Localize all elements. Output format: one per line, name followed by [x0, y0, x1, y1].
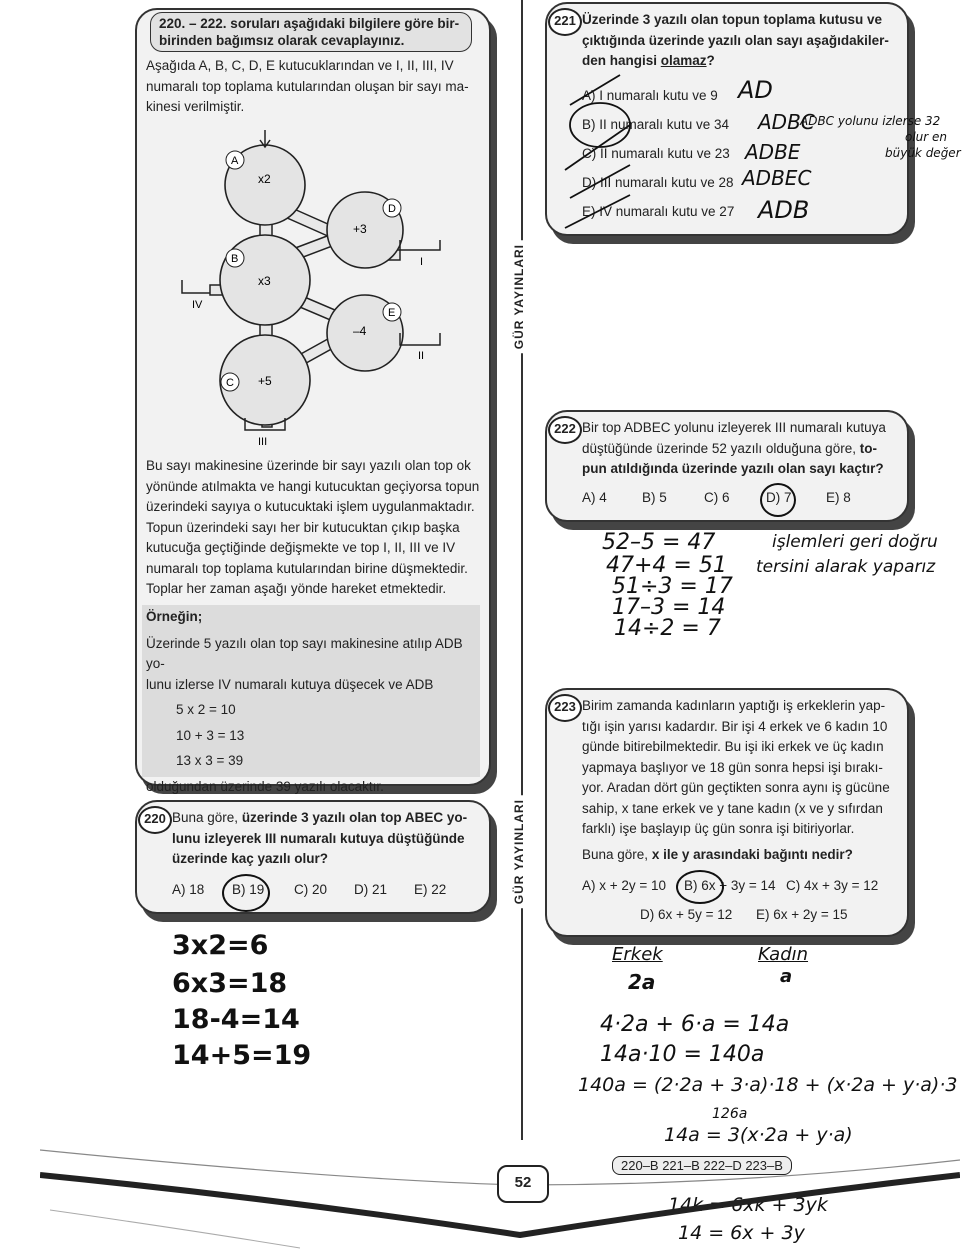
- q223-option-c[interactable]: C) 4x + 3y = 12: [786, 878, 879, 893]
- page-number-badge: [497, 1165, 549, 1203]
- para1-line: Aşağıda A, B, C, D, E kutucuklarından ve I, II, III, IV: [146, 58, 454, 73]
- q221-option-c[interactable]: C) II numaralı kutu ve 23: [582, 146, 730, 161]
- example-conclusion: olduğundan üzerinde 39 yazılı olacaktır.: [146, 778, 384, 794]
- hw-q223-erkek: Erkek: [612, 944, 663, 965]
- q223-stem-line: Birim zamanda kadınların yaptığı iş erkeklerin yap-: [582, 698, 886, 713]
- hw-q223-line7: 14 = 6x + 3y: [678, 1222, 805, 1244]
- example-calc: 5 x 2 = 10: [176, 702, 236, 717]
- q223-stem-line: yor. Aradan dört gün geçtikten sonra aynı iş gücüne: [582, 780, 890, 795]
- hw-q223-line6: 14k = 6xk + 3yk: [668, 1194, 828, 1216]
- hw-q222-line1: 52–5 = 47: [602, 530, 716, 555]
- q223-option-b[interactable]: B) 6x + 3y = 14: [684, 878, 776, 893]
- hw-q223-line3: 140a = (2·2a + 3·a)·18 + (x·2a + y·a)·3: [578, 1074, 958, 1096]
- q223-number: 223: [548, 694, 582, 722]
- q220-stem: [172, 808, 482, 870]
- q222-stem-line1: Bir top ADBEC yolunu izleyerek III numaralı kutuya: [582, 420, 886, 435]
- collector-i: I: [420, 256, 424, 268]
- q220-number: 220: [138, 806, 172, 834]
- q222-option-c[interactable]: C) 6: [704, 490, 730, 505]
- hw-q220-line4: 14+5=19: [172, 1040, 312, 1071]
- hw-q223-line5: 14a = 3(x·2a + y·a): [664, 1124, 853, 1146]
- q223-option-a[interactable]: A) x + 2y = 10: [582, 878, 667, 893]
- q223-stem: [582, 696, 902, 865]
- svg-text:B: B: [231, 253, 239, 265]
- example-title: Örneğin;: [146, 609, 203, 624]
- q220-option-c[interactable]: C) 20: [294, 882, 328, 897]
- op-c: +5: [258, 374, 272, 388]
- number-machine-diagram: [170, 125, 460, 455]
- para2-line: numaralı top toplama kutularından birine düşmektedir.: [146, 560, 468, 576]
- hw-q223-line2: 14a·10 = 140a: [600, 1042, 765, 1067]
- hw-q221-b: ADBC: [758, 110, 815, 134]
- q222-stem-bold: to-: [859, 440, 877, 456]
- para2-line: yönünde atılmakta ve hangi kutucuktan geçiyorsa topun: [146, 478, 480, 494]
- q220-stem-line3: üzerinde kaç yazılı olur?: [172, 851, 329, 866]
- column-divider: [521, 0, 523, 1140]
- q220-option-a[interactable]: A) 18: [172, 882, 205, 897]
- example-content: [146, 607, 481, 797]
- q221-stem-line1: Üzerinde 3 yazılı olan topun toplama kutusu ve: [582, 12, 883, 27]
- page-number: 52: [514, 1174, 532, 1191]
- q221-strike-marks: [560, 70, 680, 230]
- q222-option-d[interactable]: D) 7: [766, 490, 792, 505]
- hw-q223-kadin: Kadın: [758, 944, 809, 965]
- hw-q220-line2: 6x3=18: [172, 968, 288, 999]
- op-e: –4: [353, 324, 367, 338]
- label-c: [221, 373, 239, 391]
- q223-question-bold: x ile y arasındaki bağıntı nedir?: [651, 846, 853, 862]
- q223-stem-line: günde bitirebilmektedir. Bu işi iki erkek ve üç kadın: [582, 739, 884, 754]
- example-line: lunu izlerse IV numaralı kutuya düşecek ve ADB: [146, 676, 434, 692]
- hw-q222-note2: tersini alarak yaparız: [756, 557, 936, 577]
- svg-text:A: A: [231, 155, 239, 167]
- q221-option-b[interactable]: B) II numaralı kutu ve 34: [582, 117, 730, 132]
- q222-stem-line3: pun atıldığında üzerinde yazılı olan sayı kaçtır?: [582, 461, 884, 476]
- hw-q222-note1: işlemleri geri doğru: [772, 532, 938, 552]
- label-d: [383, 199, 401, 217]
- hw-q221-side2: olur en: [905, 130, 948, 144]
- para2-line: Bu sayı makinesine üzerinde bir sayı yazılı olan top ok: [146, 458, 471, 473]
- para2-line: Topun üzerindeki sayı her bir kutucuktan çıkıp başka: [146, 519, 460, 535]
- label-b: [226, 249, 244, 267]
- q220-option-b[interactable]: B) 19: [232, 882, 265, 897]
- answer-key: 220–B 221–B 222–D 223–B: [612, 1156, 792, 1175]
- op-b: x3: [258, 274, 271, 288]
- q223-option-d[interactable]: D) 6x + 5y = 12: [640, 907, 733, 922]
- q221-stem-line2: çıktığında üzerinde yazılı olan sayı aşağıdakiler-: [582, 32, 889, 48]
- collector-iv: IV: [192, 299, 203, 311]
- collector-ii: II: [418, 350, 425, 362]
- q223-option-e[interactable]: E) 6x + 2y = 15: [756, 907, 848, 922]
- hw-q221-e: ADB: [758, 196, 810, 224]
- op-d: +3: [353, 222, 367, 236]
- hw-q220-line1: 3x2=6: [172, 930, 269, 961]
- label-e: [383, 303, 401, 321]
- publisher-label-top: GÜR YAYINLARI: [512, 240, 526, 353]
- svg-text:D: D: [388, 203, 396, 215]
- q220-stem-bold: üzerinde 3 yazılı olan top ABEC yo-: [241, 810, 468, 825]
- q222-number: 222: [548, 416, 582, 444]
- q223-stem-line: yapmaya başlıyor ve 18 gün sonra hepsi işi bırakı-: [582, 759, 883, 775]
- q221-option-a[interactable]: A) I numaralı kutu ve 9: [582, 88, 718, 103]
- para2-line: Toplar her zaman aşağı yönde hareket etmektedir.: [146, 581, 447, 596]
- hw-q220-line3: 18-4=14: [172, 1004, 300, 1035]
- hw-q221-side1: ADBC yolunu izlerse 32: [800, 114, 941, 128]
- para2-line: kutucuğa geçtiğinde değişmekte ve top I, II, III ve IV: [146, 540, 456, 555]
- q221-stem-qmark: ?: [706, 53, 715, 68]
- q221-option-d[interactable]: D) III numaralı kutu ve 28: [582, 175, 734, 190]
- para1-line: kinesi verilmiştir.: [146, 99, 245, 114]
- svg-text:C: C: [226, 377, 234, 389]
- q221-stem: [582, 10, 902, 72]
- q220-stem-plain: Buna göre,: [172, 810, 242, 825]
- q221-option-e[interactable]: E) IV numaralı kutu ve 27: [582, 204, 735, 219]
- intro-para1: [146, 56, 481, 118]
- q221-number: 221: [548, 8, 582, 36]
- hw-q222-line4: 17–3 = 14: [612, 595, 726, 620]
- hw-q223-line4: 126a: [712, 1106, 748, 1122]
- para1-line: numaralı top toplama kutularından oluşan bir sayı ma-: [146, 78, 469, 94]
- example-line: Üzerinde 5 yazılı olan top sayı makinesine atılıp ADB yo-: [146, 635, 463, 671]
- hw-q222-line2: 47+4 = 51: [606, 553, 727, 578]
- q222-stem-plain: düştüğünde üzerinde 52 yazılı olduğuna göre,: [582, 440, 860, 456]
- q220-stem-line2: lunu izleyerek III numaralı kutuya düştüğünde: [172, 830, 465, 846]
- example-calc: 10 + 3 = 13: [176, 727, 245, 743]
- para2-line: üzerindeki sayıya o kutucuktaki işlem uygulanmaktadır.: [146, 499, 475, 514]
- hw-q223-a: a: [780, 966, 793, 987]
- hw-q221-side3: büyük değer: [885, 146, 961, 160]
- label-a: [226, 151, 244, 169]
- hw-q223-line1: 4·2a + 6·a = 14a: [600, 1012, 790, 1037]
- collector-iii: III: [258, 436, 268, 448]
- svg-text:E: E: [388, 307, 396, 319]
- q222-circle-mark: [760, 483, 796, 517]
- hw-q222-line3: 51÷3 = 17: [612, 574, 733, 599]
- q222-option-e[interactable]: E) 8: [826, 490, 851, 505]
- q222-option-b[interactable]: B) 5: [642, 490, 667, 505]
- q223-stem-line: sahip, x tane erkek ve y tane kadın (x ve y sıfırdan: [582, 800, 883, 816]
- q220-option-d[interactable]: D) 21: [354, 882, 388, 897]
- q221-stem-line3: den hangisi: [582, 53, 661, 68]
- op-a: x2: [258, 172, 271, 186]
- hw-q221-a: AD: [738, 76, 773, 104]
- intro-header-line2: birinden bağımsız olarak cevaplayınız.: [159, 33, 405, 48]
- intro-header: [150, 12, 472, 52]
- q223-stem-line: farklı) işe başlayıp üç gün sonra işi bitiriyorlar.: [582, 821, 855, 836]
- hw-q221-c: ADBE: [745, 140, 801, 164]
- q223-question-plain: Buna göre,: [582, 846, 652, 862]
- intro-header-line1: 220. – 222. soruları aşağıdaki bilgilere göre bir-: [159, 16, 460, 31]
- q222-option-a[interactable]: A) 4: [582, 490, 607, 505]
- q223-stem-line: tığı işin yarısı kadardır. Bir işi 4 erkek ve 6 kadın 10: [582, 718, 888, 734]
- publisher-label-bottom: GÜR YAYINLARI: [512, 795, 526, 908]
- q221-stem-underlined: olamaz: [660, 53, 707, 68]
- q220-circle-mark: [222, 874, 270, 912]
- q220-option-e[interactable]: E) 22: [414, 882, 447, 897]
- hw-q221-d: ADBEC: [742, 166, 812, 190]
- hw-q223-2a: 2a: [628, 970, 656, 994]
- example-calc: 13 x 3 = 39: [176, 753, 244, 768]
- q222-stem: [582, 418, 902, 480]
- intro-para2: [146, 456, 486, 600]
- hw-q222-line5: 14÷2 = 7: [614, 616, 721, 641]
- q223-circle-mark: [676, 870, 724, 904]
